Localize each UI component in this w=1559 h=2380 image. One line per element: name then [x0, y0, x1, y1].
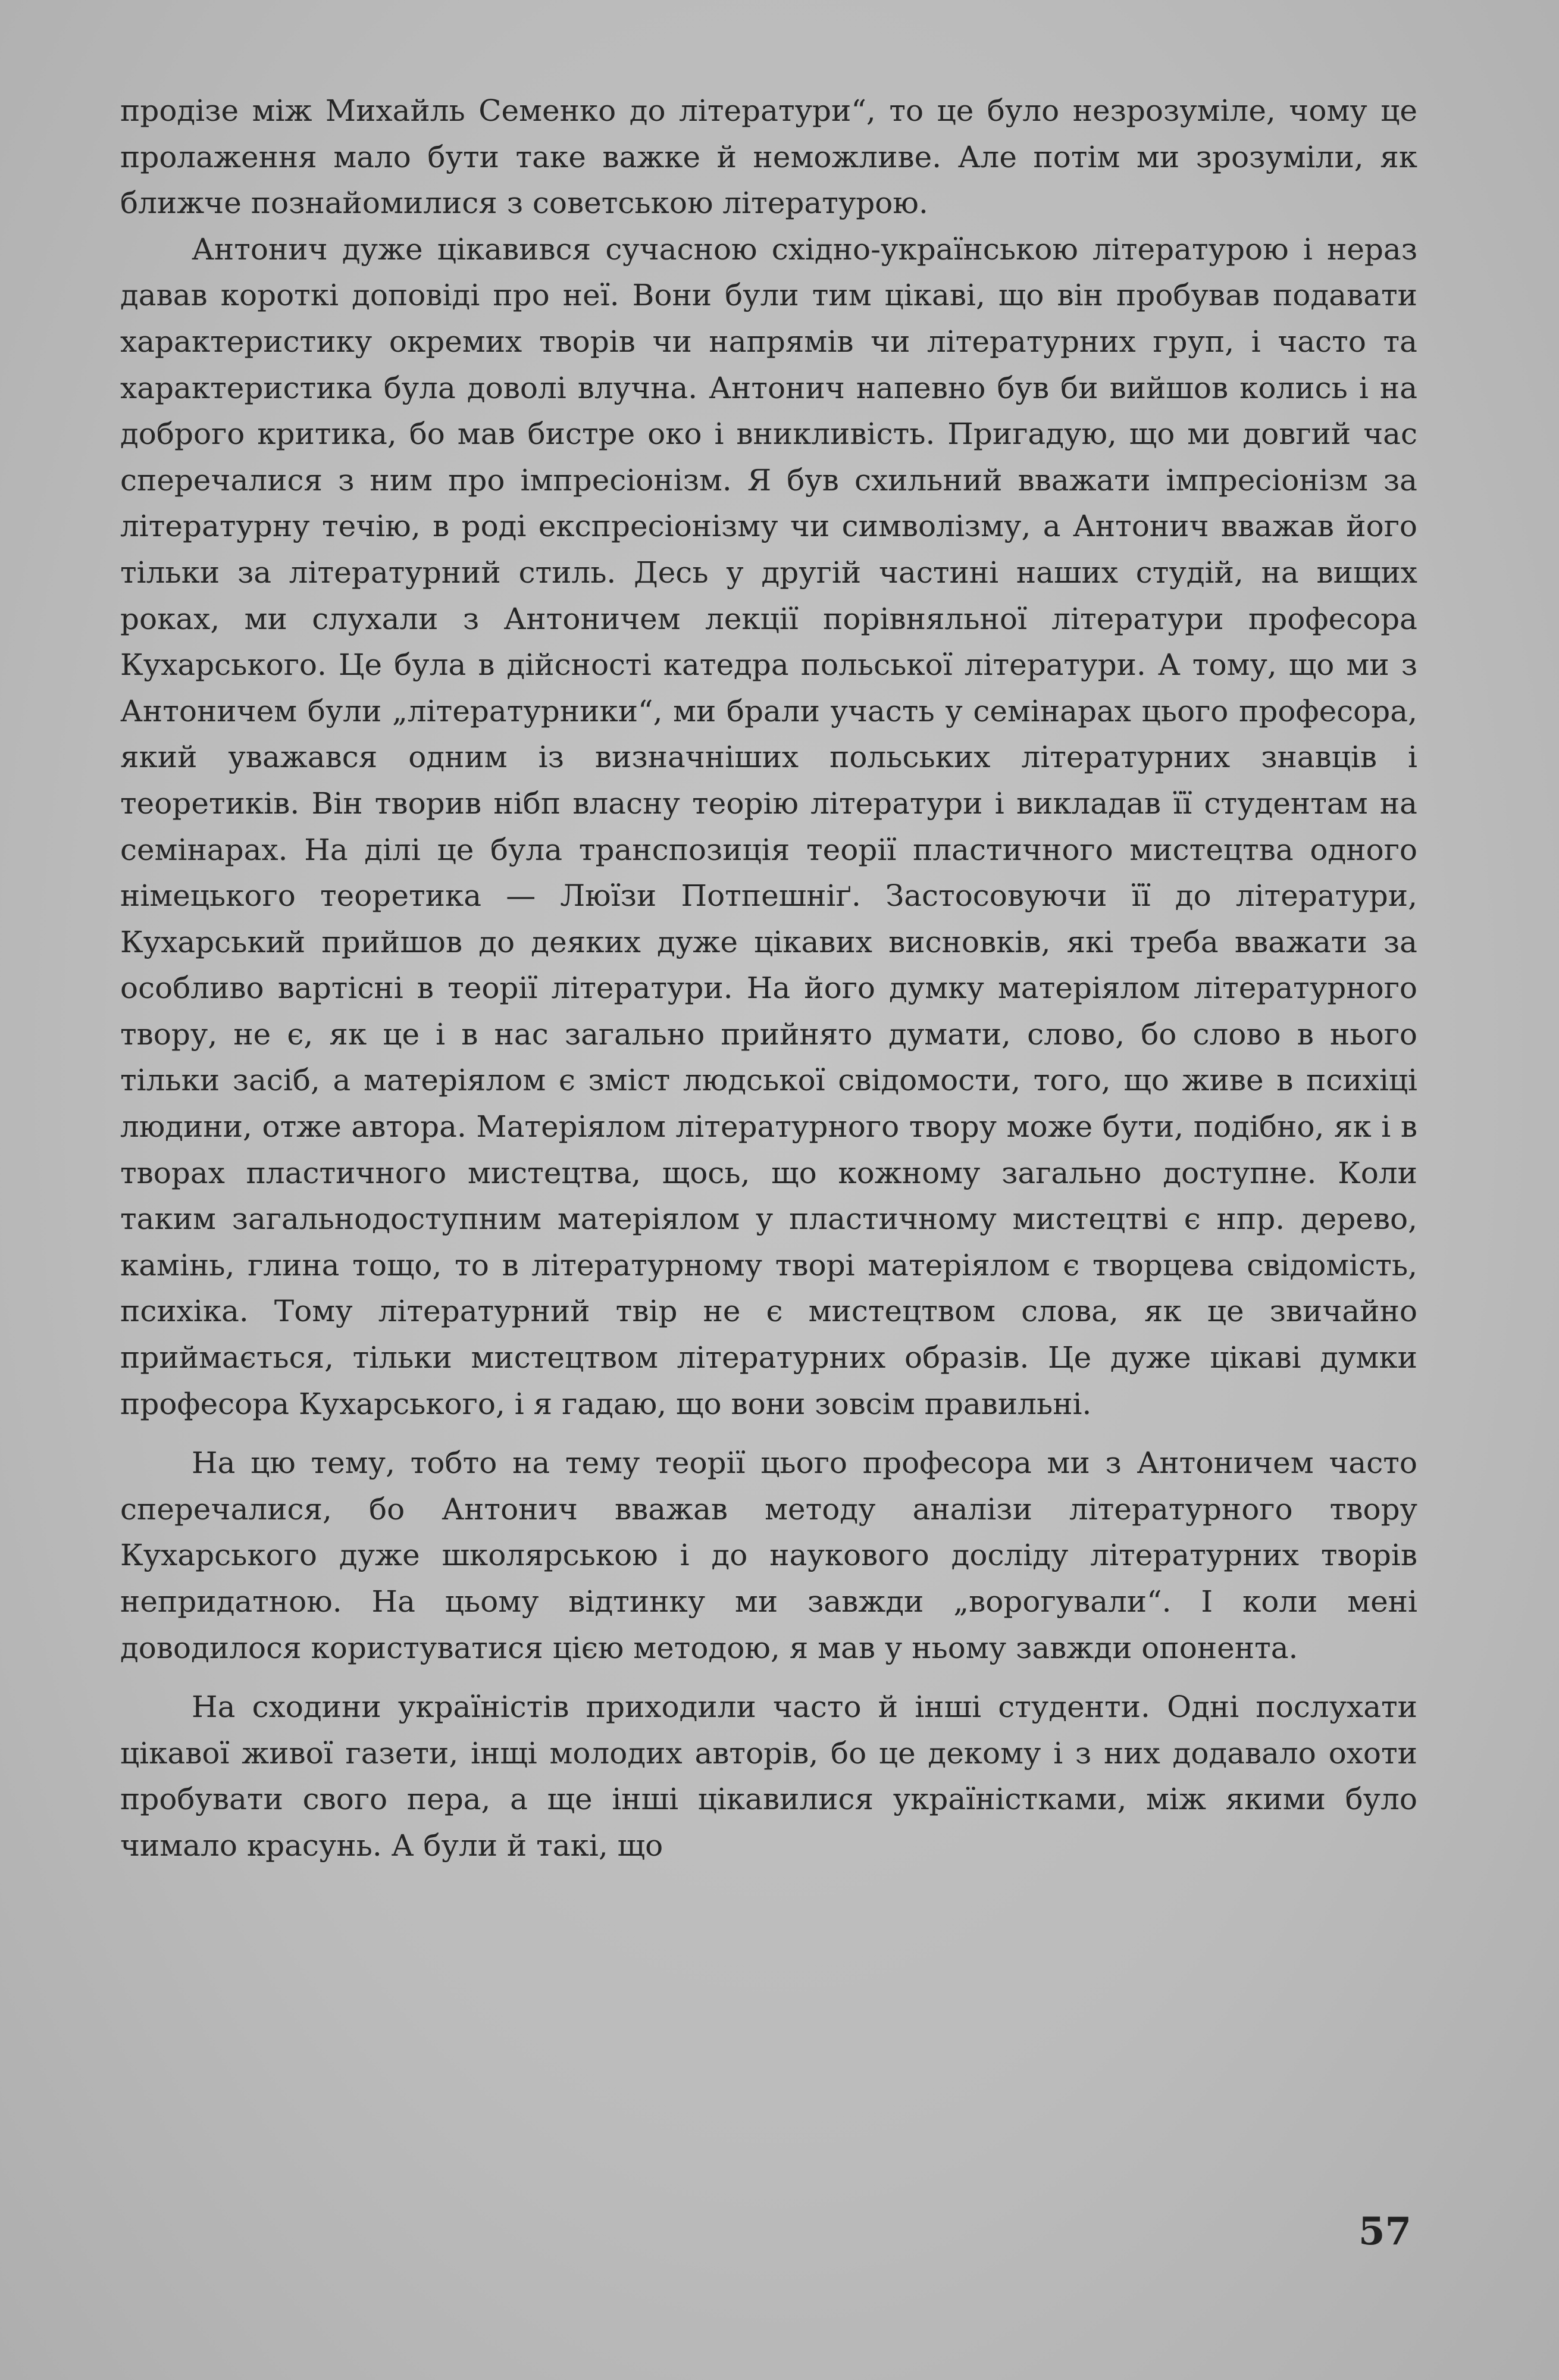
paragraph-3: На цю тему, тобто на тему теорії цього професора ми з Антоничем часто сперечалися, бо Антонич вважав методу аналізи літературного твору Кухарського дуже школярською і до наукового досліду літературних творів непридатною. На цьому відтинку ми завжди „ворогували“. І коли мені доводилося користуватися цією методою, я мав у ньому завжди опонента.: [120, 1446, 1417, 1665]
page-body-text: [120, 88, 1417, 1869]
paragraph-4: На сходини україністів приходили часто й інші студенти. Одні послухати цікавої живої газети, інщі молодих авторів, бо це декому і з них додавало охоти пробувати свого пера, а ще інші цікавилися україністками, між якими було чимало красунь. А були й такі, що: [120, 1690, 1417, 1863]
page-number: 57: [1358, 2209, 1411, 2254]
paragraph-1: продізе між Михайль Семенко до літератури“, то це було незрозуміле, чому це пролаження мало бути таке важке й неможливе. Але потім ми зрозуміли, як ближче познайомилися з советською літературою.: [120, 93, 1417, 221]
paragraph-2: Антонич дуже цікавився сучасною східно-українською літературою і нераз давав короткі доповіді про неї. Вони були тим цікаві, що він пробував подавати характеристику окремих творів чи напрямів чи літературних груп, і часто та характеристика була доволі влучна. Антонич напевно був би вийшов колись і на доброго критика, бо мав бистре око і вникливість. Пригадую, що ми довгий час сперечалися з ним про імпресіонізм. Я був схильний вважати імпресіонізм за літературну течію, в роді експресіонізму чи символізму, а Антонич вважав його тільки за літературний стиль. Десь у другій частині наших студій, на вищих роках, ми слухали з Антоничем лекції порівняльної літератури професора Кухарського. Це була в дійсності катедра польської літератури. А тому, що ми з Антоничем були „літературники“, ми брали участь у семінарах цього професора, який уважався одним із визначніших польських літературних знавців і теоретиків. Він творив нібп власну теорію літератури і викладав її студентам на семінарах. На ділі це була транспозиція теорії пластичного мистецтва одного німецького теоретика — Люїзи Потпешніґ. Застосовуючи її до літератури, Кухарський прийшов до деяких дуже цікавих висновків, які треба вважати за особливо вартісні в теорії літератури. На його думку матеріялом літературного твору, не є, як це і в нас загально прийнято думати, слово, бо слово в нього тільки засіб, а матеріялом є зміст людської свідомости, того, що живе в психіці людини, отже автора. Матеріялом літературного твору може бути, подібно, як і в творах пластичного мистецтва, щось, що кожному загально доступне. Коли таким загальнодоступним матеріялом у пластичному мистецтві є нпр. дерево, камінь, глина тощо, то в літературному творі матеріялом є творцева свідомість, психіка. Тому літературний твір не є мистецтвом слова, як це звичайно приймається, тільки мистецтвом літературних образів. Це дуже цікаві думки професора Кухарського, і я гадаю, що вони зовсім правильні.: [120, 232, 1417, 1421]
